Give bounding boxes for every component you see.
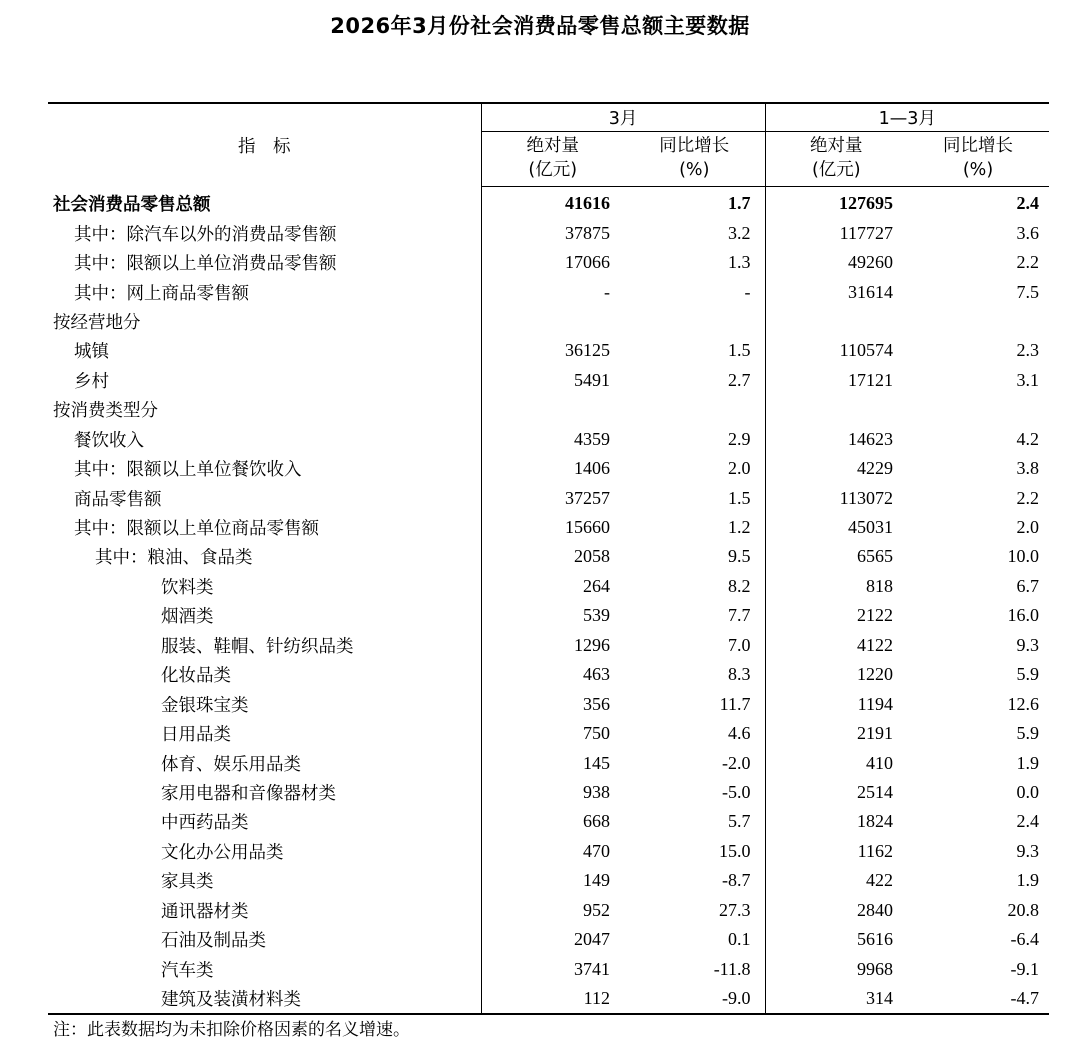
- cumulative-absolute-cell: 1162: [857, 840, 894, 861]
- cumulative-absolute-cell: 4122: [857, 634, 894, 655]
- month-absolute-header: [481, 132, 624, 187]
- cumulative-yoy-cell: 16.0: [1007, 605, 1040, 626]
- month-yoy-cell: 0.1: [624, 925, 765, 954]
- table-row: [48, 925, 1049, 954]
- month-absolute-cell: 36125: [565, 340, 610, 361]
- table-row: [48, 187, 1049, 219]
- table-row: [48, 454, 1049, 483]
- cumulative-yoy-cell: -4.7: [907, 984, 1049, 1014]
- table-row: [48, 719, 1049, 748]
- cumulative-yoy-cell: 5.9: [1016, 723, 1040, 744]
- cumulative-yoy-cell: 7.5: [1016, 281, 1040, 302]
- indicator-header: 指 标: [48, 103, 481, 187]
- row-label: 按消费类型分: [48, 395, 481, 424]
- cumulative-absolute-cell: 45031: [848, 517, 894, 538]
- cumulative-absolute-cell: 2191: [857, 723, 894, 744]
- cumulative-yoy-cell: 6.7: [1016, 575, 1040, 596]
- month-yoy-cell: 15.0: [624, 837, 765, 866]
- month-absolute-cell: 750: [583, 723, 610, 744]
- cumulative-yoy-cell: 3.6: [1016, 222, 1040, 243]
- row-label: 其中：粮油、食品类: [48, 542, 481, 571]
- month-absolute-cell: 5491: [574, 369, 610, 390]
- month-absolute-cell: -: [604, 281, 610, 302]
- abs-label: 绝对量: [810, 136, 863, 156]
- month-absolute-cell: 37875: [565, 222, 610, 243]
- table-row: [48, 954, 1049, 983]
- yoy-unit: (%): [679, 160, 710, 180]
- table-row: [48, 395, 1049, 424]
- table-row: [48, 218, 1049, 247]
- month-yoy-cell: 1.5: [624, 483, 765, 512]
- cumulative-absolute-cell: 49260: [848, 252, 894, 273]
- table-row: [48, 366, 1049, 395]
- month-yoy-cell: -5.0: [624, 778, 765, 807]
- cumulative-yoy-cell: -9.1: [1010, 958, 1040, 979]
- table-row: [48, 542, 1049, 571]
- month-absolute-cell: 356: [583, 693, 610, 714]
- table-row: [48, 660, 1049, 689]
- month-yoy-cell: 27.3: [624, 896, 765, 925]
- row-label: 其中：限额以上单位消费品零售额: [48, 248, 481, 277]
- month-yoy-cell: 8.2: [624, 572, 765, 601]
- month-yoy-cell: 1.5: [624, 336, 765, 365]
- cumulative-yoy-cell: 2.2: [1016, 252, 1040, 273]
- page-title: 2026年3月份社会消费品零售总额主要数据: [330, 14, 750, 38]
- table-row: [48, 307, 1049, 336]
- cumulative-yoy-cell: 2.4: [1016, 811, 1040, 832]
- month-yoy-cell: [624, 395, 765, 424]
- table-row: [48, 248, 1049, 277]
- month-yoy-cell: 9.5: [624, 542, 765, 571]
- cumulative-absolute-header: [765, 132, 907, 187]
- row-label: 按经营地分: [48, 307, 481, 336]
- row-label: 汽车类: [48, 954, 481, 983]
- cumulative-yoy-cell: 20.8: [1007, 899, 1040, 920]
- cumulative-absolute-cell: 117727: [839, 222, 894, 243]
- cumulative-absolute-cell: 31614: [848, 281, 894, 302]
- row-label: 社会消费品零售总额: [48, 187, 481, 219]
- month-absolute-cell: 112: [481, 984, 624, 1014]
- row-label: 建筑及装潢材料类: [48, 984, 481, 1014]
- cumulative-absolute-cell: 5616: [857, 929, 894, 950]
- table-row: [48, 277, 1049, 306]
- cumulative-absolute-cell: 14623: [848, 428, 894, 449]
- month-yoy-cell: 11.7: [624, 689, 765, 718]
- row-label: 其中：限额以上单位商品零售额: [48, 513, 481, 542]
- cumulative-yoy-cell: 1.9: [1016, 870, 1040, 891]
- month-yoy-cell: 5.7: [624, 807, 765, 836]
- cumulative-absolute-cell: 6565: [857, 546, 894, 567]
- table-row: [48, 778, 1049, 807]
- month-yoy-cell: 2.9: [624, 425, 765, 454]
- cumulative-yoy-cell: [907, 307, 1049, 336]
- row-label: 餐饮收入: [48, 425, 481, 454]
- cumulative-yoy-cell: 10.0: [1007, 546, 1040, 567]
- month-absolute-cell: [481, 395, 624, 424]
- cumulative-absolute-cell: 1220: [857, 664, 894, 685]
- row-label: 家具类: [48, 866, 481, 895]
- row-label: 其中：除汽车以外的消费品零售额: [48, 218, 481, 247]
- table-row: [48, 866, 1049, 895]
- table-row: [48, 483, 1049, 512]
- cumulative-absolute-cell: 110574: [839, 340, 894, 361]
- table-row: [48, 984, 1049, 1014]
- month-absolute-cell: 41616: [565, 193, 610, 214]
- month-yoy-cell: 1.2: [624, 513, 765, 542]
- cumulative-absolute-cell: [765, 307, 907, 336]
- retail-sales-table: [48, 102, 1049, 1015]
- table-row: [48, 896, 1049, 925]
- table-row: [48, 631, 1049, 660]
- footnote: 注：此表数据均为未扣除价格因素的名义增速。: [53, 1020, 410, 1040]
- month-yoy-cell: 8.3: [624, 660, 765, 689]
- month-yoy-cell: 2.0: [624, 454, 765, 483]
- month-absolute-cell: 1406: [574, 458, 610, 479]
- period-cumulative-header: 1—3月: [765, 103, 1049, 132]
- cumulative-absolute-cell: 1824: [857, 811, 894, 832]
- month-absolute-cell: 264: [583, 575, 610, 596]
- month-absolute-cell: 2047: [574, 929, 610, 950]
- abs-label: 绝对量: [526, 136, 579, 156]
- cumulative-yoy-cell: 9.3: [1016, 634, 1040, 655]
- month-yoy-cell: 4.6: [624, 719, 765, 748]
- row-label: 乡村: [48, 366, 481, 395]
- cumulative-yoy-cell: 3.1: [1016, 369, 1040, 390]
- cumulative-yoy-cell: 12.6: [1007, 693, 1040, 714]
- table-row: [48, 336, 1049, 365]
- row-label: 其中：限额以上单位餐饮收入: [48, 454, 481, 483]
- month-absolute-cell: [481, 307, 624, 336]
- cumulative-absolute-cell: 410: [866, 752, 894, 773]
- yoy-label: 同比增长: [659, 136, 730, 156]
- cumulative-absolute-cell: 127695: [839, 193, 894, 214]
- abs-unit: (亿元): [528, 160, 578, 180]
- cumulative-yoy-cell: [907, 395, 1049, 424]
- row-label: 家用电器和音像器材类: [48, 778, 481, 807]
- cumulative-yoy-cell: 4.2: [1016, 428, 1040, 449]
- cumulative-absolute-cell: 113072: [839, 487, 894, 508]
- cumulative-absolute-cell: 9968: [857, 958, 894, 979]
- month-absolute-cell: 463: [583, 664, 610, 685]
- table-row: [48, 748, 1049, 777]
- cumulative-yoy-cell: 9.3: [1016, 840, 1040, 861]
- month-yoy-cell: 2.7: [624, 366, 765, 395]
- row-label: 其中：网上商品零售额: [48, 277, 481, 306]
- cumulative-absolute-cell: [765, 395, 907, 424]
- table-body: [48, 187, 1049, 1015]
- month-absolute-cell: 1296: [574, 634, 610, 655]
- row-label: 金银珠宝类: [48, 689, 481, 718]
- month-yoy-cell: -9.0: [624, 984, 765, 1014]
- cumulative-absolute-cell: 2840: [857, 899, 894, 920]
- row-label: 日用品类: [48, 719, 481, 748]
- month-yoy-cell: -11.8: [624, 954, 765, 983]
- cumulative-yoy-cell: 2.0: [1016, 517, 1040, 538]
- month-absolute-cell: 668: [583, 811, 610, 832]
- month-absolute-cell: 37257: [565, 487, 610, 508]
- month-yoy-cell: 7.0: [624, 631, 765, 660]
- month-absolute-cell: 938: [583, 781, 610, 802]
- table-row: [48, 425, 1049, 454]
- cumulative-absolute-cell: 422: [866, 870, 894, 891]
- month-absolute-cell: 3741: [574, 958, 610, 979]
- month-yoy-cell: 1.3: [624, 248, 765, 277]
- cumulative-absolute-cell: 314: [765, 984, 907, 1014]
- period-month-header: 3月: [481, 103, 765, 132]
- month-absolute-cell: 149: [583, 870, 610, 891]
- yoy-unit: (%): [962, 160, 994, 180]
- table-row: [48, 513, 1049, 542]
- table-row: [48, 601, 1049, 630]
- yoy-label: 同比增长: [943, 136, 1014, 156]
- row-label: 服装、鞋帽、针纺织品类: [48, 631, 481, 660]
- month-absolute-cell: 952: [583, 899, 610, 920]
- row-label: 化妆品类: [48, 660, 481, 689]
- cumulative-absolute-cell: 818: [866, 575, 894, 596]
- month-yoy-cell: 7.7: [624, 601, 765, 630]
- month-yoy-cell: -: [624, 277, 765, 306]
- cumulative-yoy-cell: 0.0: [1016, 781, 1040, 802]
- cumulative-yoy-cell: 1.9: [1016, 752, 1040, 773]
- cumulative-yoy-cell: 2.2: [1016, 487, 1040, 508]
- cumulative-absolute-cell: 1194: [857, 693, 894, 714]
- month-yoy-cell: 3.2: [624, 218, 765, 247]
- month-absolute-cell: 17066: [565, 252, 610, 273]
- month-yoy-cell: [624, 307, 765, 336]
- table-row: [48, 807, 1049, 836]
- row-label: 城镇: [48, 336, 481, 365]
- cumulative-absolute-cell: 2514: [857, 781, 894, 802]
- row-label: 通讯器材类: [48, 896, 481, 925]
- cumulative-yoy-header: [907, 132, 1049, 187]
- row-label: 中西药品类: [48, 807, 481, 836]
- table-row: [48, 689, 1049, 718]
- month-yoy-header: [624, 132, 765, 187]
- table-row: [48, 572, 1049, 601]
- month-yoy-cell: 1.7: [624, 187, 765, 219]
- month-yoy-cell: -8.7: [624, 866, 765, 895]
- row-label: 体育、娱乐用品类: [48, 748, 481, 777]
- cumulative-yoy-cell: 5.9: [1016, 664, 1040, 685]
- month-absolute-cell: 2058: [574, 546, 610, 567]
- month-yoy-cell: -2.0: [624, 748, 765, 777]
- cumulative-absolute-cell: 4229: [857, 458, 894, 479]
- month-absolute-cell: 15660: [565, 517, 610, 538]
- row-label: 烟酒类: [48, 601, 481, 630]
- cumulative-absolute-cell: 17121: [848, 369, 894, 390]
- month-absolute-cell: 4359: [574, 428, 610, 449]
- row-label: 商品零售额: [48, 483, 481, 512]
- month-absolute-cell: 470: [583, 840, 610, 861]
- cumulative-yoy-cell: -6.4: [1010, 929, 1040, 950]
- row-label: 石油及制品类: [48, 925, 481, 954]
- cumulative-absolute-cell: 2122: [857, 605, 894, 626]
- table-row: [48, 837, 1049, 866]
- month-absolute-cell: 145: [583, 752, 610, 773]
- cumulative-yoy-cell: 2.3: [1016, 340, 1040, 361]
- abs-unit: (亿元): [811, 160, 861, 180]
- month-absolute-cell: 539: [583, 605, 610, 626]
- row-label: 饮料类: [48, 572, 481, 601]
- cumulative-yoy-cell: 2.4: [1016, 193, 1040, 214]
- row-label: 文化办公用品类: [48, 837, 481, 866]
- cumulative-yoy-cell: 3.8: [1016, 458, 1040, 479]
